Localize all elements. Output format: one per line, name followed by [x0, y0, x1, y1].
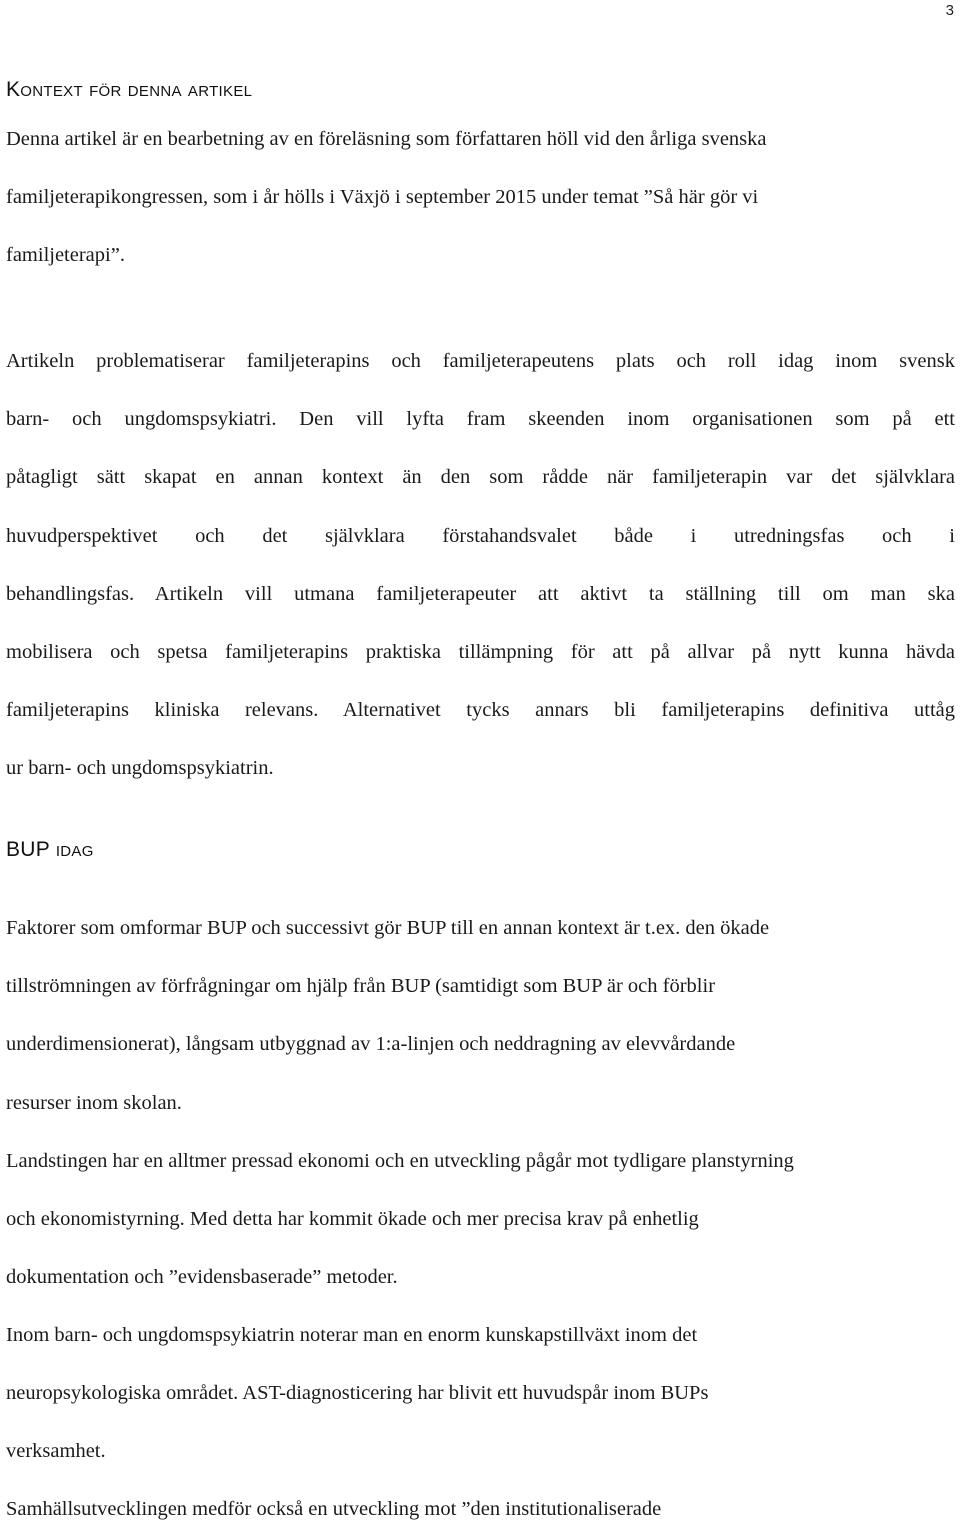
- text-line: tillströmningen av förfrågningar om hjälp från BUP (samtidigt som BUP är och förblir: [6, 975, 716, 998]
- text-line: resurser inom skolan.: [6, 1091, 182, 1114]
- text-line: huvudperspektivet och det självklara förstahandsvalet både i utredningsfas och i: [6, 524, 955, 547]
- text-line: neuropsykologiska området. AST-diagnosticering har blivit ett huvudspår inom BUPs: [6, 1382, 709, 1405]
- text-line: påtagligt sätt skapat en annan kontext än den som rådde när familjeterapin var det självklara: [6, 466, 955, 489]
- text-line: Landstingen har en alltmer pressad ekonomi och en utveckling pågår mot tydligare planstyrning: [6, 1150, 794, 1172]
- text-line: Samhällsutvecklingen medför också en utveckling mot ”den institutionaliserade: [6, 1498, 662, 1520]
- text-line: mobilisera och spetsa familjeterapins praktiska tillämpning för att på allvar på nytt kunna hävda: [6, 641, 955, 664]
- paragraph-intro: [6, 110, 955, 285]
- paragraph-problematisering: [6, 332, 955, 798]
- paragraph-samhallsutveckling: [6, 1480, 955, 1538]
- text-line: barn- och ungdomspsykiatri. Den vill lyfta fram skeenden inom organisationen som på ett: [6, 408, 955, 431]
- text-line: Artikeln problematiserar familjeterapins och familjeterapeutens plats och roll idag inom svensk: [6, 350, 955, 372]
- text-line: behandlingsfas. Artikeln vill utmana familjeterapeuter att aktivt ta ställning till om man ska: [6, 582, 955, 605]
- paragraph-kunskapstillvaxt: [6, 1306, 955, 1481]
- text-line: dokumentation och ”evidensbaserade” metoder.: [6, 1266, 398, 1289]
- text-line: familjeterapikongressen, som i år hölls i Växjö i september 2015 under temat ”Så här gör vi: [6, 186, 759, 209]
- text-line: familjeterapins kliniska relevans. Alternativet tycks annars bli familjeterapins definitiva uttåg: [6, 699, 955, 722]
- page-number: 3: [945, 2, 954, 19]
- text-line: underdimensionerat), långsam utbyggnad av 1:a-linjen och neddragning av elevvårdande: [6, 1033, 736, 1056]
- text-line: Inom barn- och ungdomspsykiatrin noterar man en enorm kunskapstillväxt inom det: [6, 1324, 698, 1346]
- section-heading-bup-idag: BUP idag: [6, 838, 94, 861]
- text-line: verksamhet.: [6, 1440, 106, 1463]
- text-line: ur barn- och ungdomspsykiatrin.: [6, 757, 274, 780]
- text-line: Denna artikel är en bearbetning av en föreläsning som författaren höll vid den årliga svenska: [6, 128, 767, 150]
- paragraph-landstingen: [6, 1132, 955, 1307]
- section-heading-kontext: Kontext för denna artikel: [6, 78, 253, 101]
- text-line: Faktorer som omformar BUP och successivt gör BUP till en annan kontext är t.ex. den ökade: [6, 917, 770, 939]
- paragraph-faktorer: [6, 899, 955, 1132]
- text-line: och ekonomistyrning. Med detta har kommit ökade och mer precisa krav på enhetlig: [6, 1208, 699, 1231]
- text-line: familjeterapi”.: [6, 244, 125, 267]
